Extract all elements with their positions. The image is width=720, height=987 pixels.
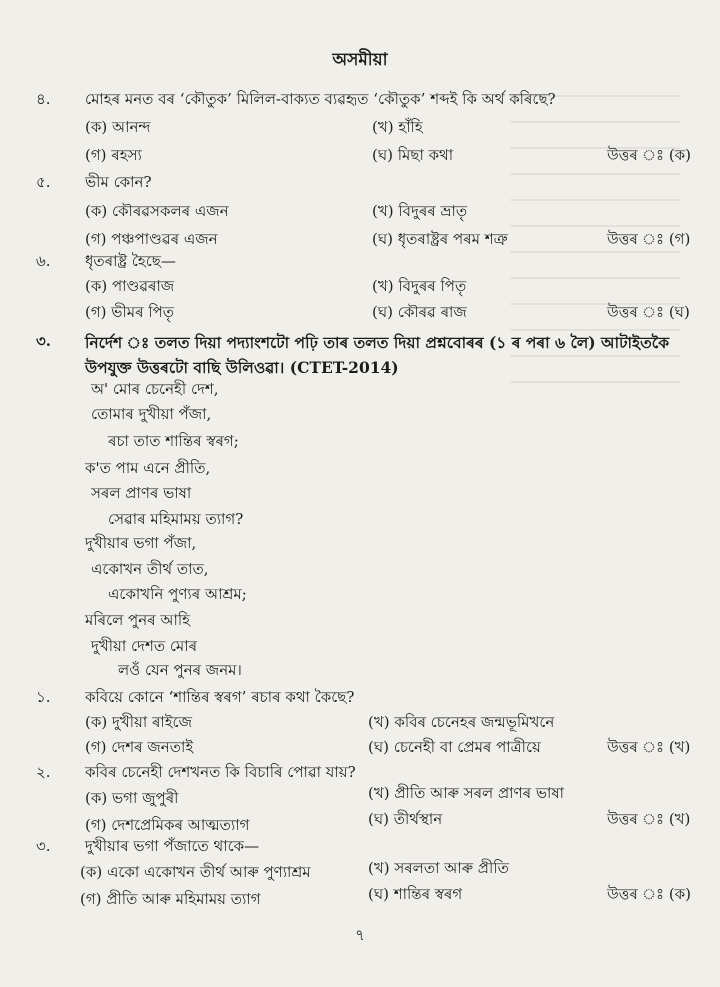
answer: উত্তৰ ঃ (ঘ)	[607, 303, 690, 321]
option-a: (ক) দুখীয়া ৰাইজে	[85, 713, 192, 731]
option-b: (খ) প্ৰীতি আৰু সৰল প্ৰাণৰ ভাষা	[368, 784, 564, 802]
option-a: (ক) পাণ্ডৱৰাজ	[85, 277, 175, 295]
option-a: (ক) ভগা জুপুৰী	[85, 789, 179, 807]
poem-line: ৰচা তাত শান্তিৰ স্বৰগ;	[108, 432, 239, 450]
poem-line: লওঁ যেন পুনৰ জনম।	[118, 661, 242, 679]
question-number: ২.	[36, 763, 51, 781]
option-d: (ঘ) কৌৰৱ ৰাজ	[372, 303, 467, 321]
option-b: (খ) হাঁহি	[372, 118, 423, 136]
option-c: (গ) পঞ্চপাণ্ডৱৰ এজন	[85, 230, 218, 248]
answer: উত্তৰ ঃ (ক)	[607, 146, 692, 164]
question-number: ৪.	[36, 90, 51, 108]
option-d: (ঘ) চেনেহী বা প্ৰেমৰ পাত্ৰীয়ে	[368, 738, 541, 756]
option-c: (গ) দেশপ্ৰেমিকৰ আত্মত্যাগ	[85, 816, 250, 834]
question-text: কবিয়ে কোনে ‘শান্তিৰ স্বৰগ’ ৰচাৰ কথা কৈছে?	[85, 688, 355, 706]
question-number: ৩.	[36, 837, 51, 855]
option-a: (ক) আনন্দ	[85, 118, 151, 136]
question-text: মোহৰ মনত বৰ ‘কৌতুক’ মিলিল-বাক্যত ব্যৱহৃত ‘কৌতুক’ শব্দই কি অৰ্থ কৰিছে?	[85, 90, 556, 108]
option-c: (গ) প্ৰীতি আৰু মহিমাময় ত্যাগ	[80, 890, 261, 908]
option-d: (ঘ) তীৰ্থস্থান	[368, 810, 443, 828]
page-number: ৭	[355, 926, 365, 944]
option-c: (গ) দেশৰ জনতাই	[85, 738, 194, 756]
option-b: (খ) বিদুৰৰ পিতৃ	[372, 277, 467, 295]
poem-line: একোখন তীৰ্থ তাত,	[91, 560, 209, 578]
poem-line: মৰিলে পুনৰ আহি	[85, 611, 191, 629]
option-a: (ক) কৌৰৱসকলৰ এজন	[85, 202, 229, 220]
poem-line: সেৱাৰ মহিমাময় ত্যাগ?	[108, 510, 244, 528]
answer: উত্তৰ ঃ (খ)	[607, 738, 691, 756]
question-number: ৫.	[36, 173, 51, 191]
answer: উত্তৰ ঃ (ক)	[607, 885, 692, 903]
question-text: দুখীয়াৰ ভগা পঁজাতে থাকে—	[85, 837, 260, 855]
question-text: ভীম কোন?	[85, 173, 152, 191]
question-text: ধৃতৰাষ্ট্ৰ হৈছে—	[85, 252, 176, 270]
option-d: (ঘ) ধৃতৰাষ্ট্ৰৰ পৰম শত্ৰু	[372, 230, 508, 248]
instruction-text: নিৰ্দেশ ঃ তলত দিয়া পদ্যাংশটো পঢ়ি তাৰ তলত দিয়া প্ৰশ্নবোৰৰ (১ ৰ পৰা ৬ লৈ) আটাইতকৈ উপযুক্ত উত্তৰটো বাছি উলিওৱা। (CTET-2014)	[85, 333, 670, 377]
poem-line: সৰল প্ৰাণৰ ভাষা	[91, 484, 192, 502]
poem-line: তোমাৰ দুখীয়া পঁজা,	[91, 405, 212, 423]
option-d: (ঘ) শান্তিৰ স্বৰগ	[368, 885, 463, 903]
poem-line: ক'ত পাম এনে প্ৰীতি,	[85, 459, 211, 477]
question-number: ১.	[36, 688, 51, 706]
option-a: (ক) একো একোখন তীৰ্থ আৰু পুণ্যাশ্ৰম	[80, 863, 311, 881]
answer: উত্তৰ ঃ (গ)	[607, 230, 691, 248]
poem-line: দুখীয়া দেশত মোৰ	[91, 637, 198, 655]
option-b: (খ) বিদুৰৰ ভ্ৰাতৃ	[372, 202, 468, 220]
option-c: (গ) ভীমৰ পিতৃ	[85, 303, 175, 321]
poem-line: অ' মোৰ চেনেহী দেশ,	[91, 380, 219, 398]
instruction-number: ৩.	[36, 332, 51, 350]
option-d: (ঘ) মিছা কথা	[372, 146, 454, 164]
question-text: কবিৰ চেনেহী দেশখনত কি বিচাৰি পোৱা যায়?	[85, 763, 356, 781]
page-title: অসমীয়া	[332, 50, 388, 70]
question-number: ৬.	[36, 252, 51, 270]
poem-line: দুখীয়াৰ ভগা পঁজা,	[85, 534, 197, 552]
option-b: (খ) সৰলতা আৰু প্ৰীতি	[368, 859, 509, 877]
poem-line: একোখনি পুণ্যৰ আশ্ৰম;	[108, 585, 247, 603]
answer: উত্তৰ ঃ (খ)	[607, 810, 691, 828]
option-b: (খ) কবিৰ চেনেহৰ জন্মভূমিখনে	[368, 713, 555, 731]
option-c: (গ) ৰহস্য	[85, 146, 142, 164]
